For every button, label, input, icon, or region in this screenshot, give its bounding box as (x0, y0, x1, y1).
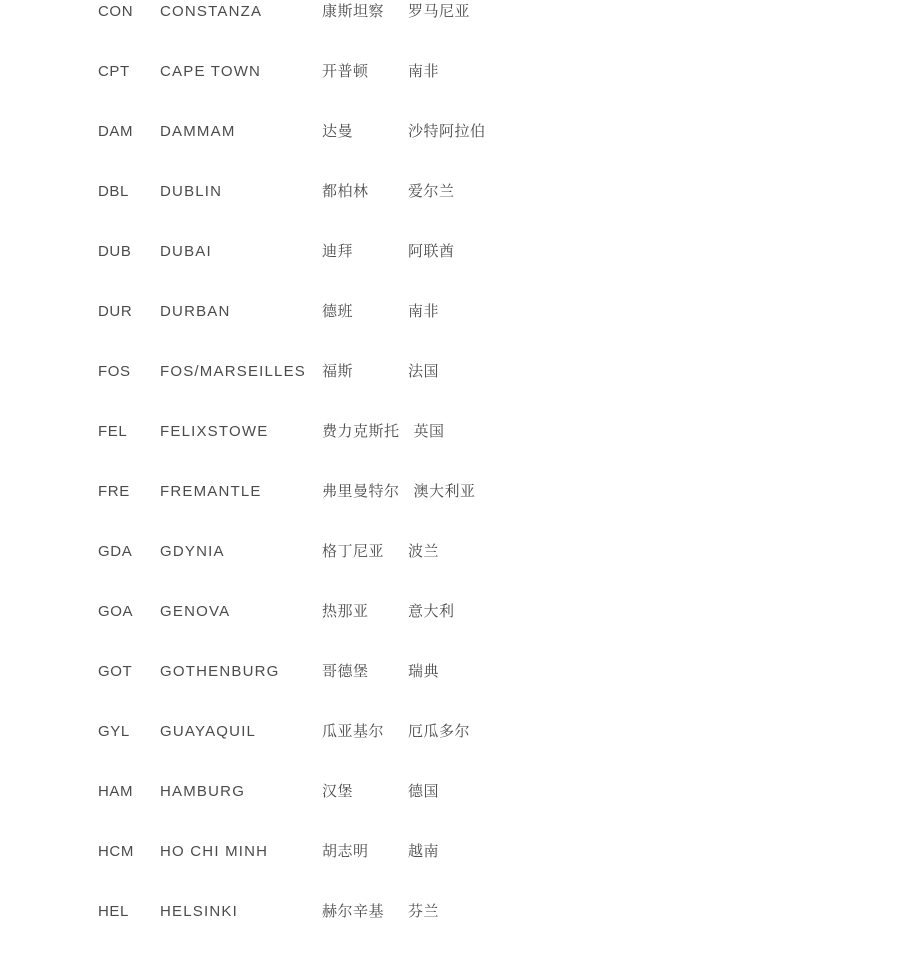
port-code: GOT (98, 663, 133, 680)
table-row (0, 300, 900, 360)
port-country-chinese: 法国 (408, 363, 440, 380)
port-name-english: DUBAI (160, 243, 212, 260)
port-code: DUR (98, 303, 133, 320)
port-country-chinese: 南非 (408, 303, 440, 320)
table-row (0, 900, 900, 960)
port-name-english: GDYNIA (160, 543, 225, 560)
port-code: DAM (98, 123, 134, 140)
port-name-english: CONSTANZA (160, 3, 263, 20)
port-name-english: DURBAN (160, 303, 231, 320)
port-code: FRE (98, 483, 130, 500)
port-code: CON (98, 3, 134, 20)
table-row (0, 360, 900, 420)
port-country-chinese: 罗马尼亚 (408, 3, 471, 20)
port-country-chinese: 厄瓜多尔 (408, 723, 471, 740)
port-country-chinese: 沙特阿拉伯 (408, 123, 486, 140)
port-code: GOA (98, 603, 134, 620)
table-row (0, 600, 900, 660)
port-name-chinese: 开普顿 (322, 63, 369, 80)
port-name-chinese: 达曼 (322, 123, 354, 140)
port-country-chinese: 爱尔兰 (408, 183, 455, 200)
port-name-chinese: 赫尔辛基 (322, 903, 385, 920)
table-row (0, 780, 900, 840)
port-name-chinese: 瓜亚基尔 (322, 723, 385, 740)
port-code: CPT (98, 63, 130, 80)
port-country-chinese: 意大利 (408, 603, 455, 620)
port-name-chinese: 费力克斯托 (322, 423, 400, 440)
table-row (0, 60, 900, 120)
table-row (0, 0, 900, 60)
port-name-english: CAPE TOWN (160, 63, 262, 80)
table-row (0, 480, 900, 540)
table-row (0, 540, 900, 600)
port-country-chinese: 英国 (413, 423, 445, 440)
port-code: GDA (98, 543, 133, 560)
port-name-chinese: 胡志明 (322, 843, 369, 860)
port-name-english: GENOVA (160, 603, 231, 620)
port-name-english: FELIXSTOWE (160, 423, 269, 440)
port-name-chinese: 康斯坦察 (322, 3, 385, 20)
port-code: HAM (98, 783, 134, 800)
table-row (0, 420, 900, 480)
port-name-english: HAMBURG (160, 783, 246, 800)
port-name-english: DUBLIN (160, 183, 223, 200)
port-country-chinese: 芬兰 (408, 903, 440, 920)
table-row (0, 840, 900, 900)
table-row (0, 120, 900, 180)
port-name-chinese: 都柏林 (322, 183, 369, 200)
port-country-chinese: 澳大利亚 (413, 483, 476, 500)
port-code: HCM (98, 843, 134, 860)
port-code: FEL (98, 423, 128, 440)
port-name-chinese: 弗里曼特尔 (322, 483, 400, 500)
port-name-chinese: 德班 (322, 303, 354, 320)
port-country-chinese: 波兰 (408, 543, 440, 560)
port-name-chinese: 福斯 (322, 363, 354, 380)
port-name-english: GUAYAQUIL (160, 723, 257, 740)
table-row (0, 240, 900, 300)
table-row (0, 180, 900, 240)
port-name-chinese: 迪拜 (322, 243, 354, 260)
port-name-english: FOS/MARSEILLES (160, 363, 307, 380)
port-code: DBL (98, 183, 129, 200)
port-name-english: DAMMAM (160, 123, 236, 140)
table-row (0, 660, 900, 720)
port-name-chinese: 热那亚 (322, 603, 369, 620)
port-name-english: FREMANTLE (160, 483, 262, 500)
port-name-chinese: 汉堡 (322, 783, 354, 800)
port-code: FOS (98, 363, 131, 380)
port-name-chinese: 哥德堡 (322, 663, 369, 680)
port-name-english: HO CHI MINH (160, 843, 269, 860)
port-name-english: HELSINKI (160, 903, 238, 920)
port-country-chinese: 德国 (408, 783, 440, 800)
port-name-english: GOTHENBURG (160, 663, 280, 680)
port-country-chinese: 瑞典 (408, 663, 440, 680)
port-code: GYL (98, 723, 130, 740)
port-code: HEL (98, 903, 129, 920)
port-country-chinese: 南非 (408, 63, 440, 80)
port-country-chinese: 越南 (408, 843, 440, 860)
port-code: DUB (98, 243, 132, 260)
port-name-chinese: 格丁尼亚 (322, 543, 385, 560)
table-row (0, 720, 900, 780)
port-country-chinese: 阿联酋 (408, 243, 455, 260)
